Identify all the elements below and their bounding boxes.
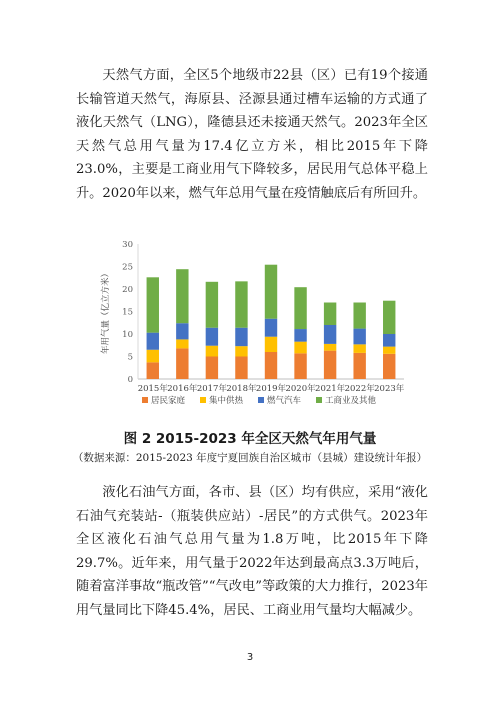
bar-segment [383, 347, 395, 354]
x-tick-label: 2015年 [137, 384, 168, 394]
x-tick-label: 2021年 [315, 384, 346, 394]
bar-segment [294, 329, 306, 342]
y-tick-label: 30 [122, 240, 133, 250]
x-tick-label: 2017年 [196, 384, 227, 394]
bar-segment [206, 346, 218, 357]
y-tick-label: 10 [122, 330, 133, 340]
bar-segment [353, 344, 365, 353]
legend-swatch [258, 397, 264, 403]
x-tick-label: 2016年 [167, 384, 198, 394]
bar-segment [235, 328, 247, 346]
bar-segment [353, 353, 365, 379]
x-tick-label: 2020年 [285, 384, 316, 394]
annual-gas-consumption-chart [96, 234, 412, 420]
legend-label: 燃气汽车 [267, 396, 302, 406]
bar-segment [206, 357, 218, 380]
bar-segment [294, 342, 306, 354]
legend-swatch [316, 397, 322, 403]
legend-swatch [142, 397, 148, 403]
bar-segment [265, 337, 277, 352]
x-tick-label: 2022年 [344, 384, 375, 394]
y-axis-title: 年用气量（亿立方米） [101, 268, 111, 355]
bar-segment [176, 339, 188, 348]
bar-segment [353, 329, 365, 345]
y-tick-label: 25 [122, 262, 133, 273]
bar-segment [324, 303, 336, 326]
x-tick-label: 2018年 [226, 384, 257, 394]
x-tick-label: 2019年 [255, 384, 287, 394]
bar-segment [265, 265, 277, 319]
bar-segment [206, 282, 218, 328]
bar-segment [176, 269, 188, 323]
y-tick-label: 20 [122, 285, 133, 295]
bar-segment [206, 328, 218, 346]
bar-segment [324, 344, 336, 351]
bar-segment [235, 346, 247, 356]
paragraph-natural-gas [76, 64, 428, 206]
figure-title: 图 2 2015-2023 年全区天然气年用气量 [123, 431, 377, 447]
y-tick-label: 5 [127, 352, 133, 363]
y-tick-label: 15 [122, 307, 133, 318]
bar-segment [176, 348, 188, 379]
bar-segment [235, 357, 247, 380]
bar-segment [294, 353, 306, 379]
paragraph-text: 天然气方面，全区5个地级市22县（区）已有19个接通长输管道天然气，海原县、泾源县通过槽车运输的方式通了液化天然气（LNG），隆德县还未接通天然气。2023年全区天然气总用气量为17.4亿立方米，相比2015年下降23.0%，主要是工商业用气下降较多，居民用气总体平稳上升。2020年以来，燃气年总用气量在疫情触底后有所回升。 [76, 68, 428, 201]
page-number: 3 [246, 652, 254, 663]
bar-segment [383, 301, 395, 334]
x-tick-label: 2023年 [374, 384, 405, 394]
bar-segment [294, 287, 306, 329]
paragraph-text: 液化石油气方面，各市、县（区）均有供应，采用“液化石油气充装站-（瓶装供应站）-居民”的方式供气。2023年全区液化石油气总用气量为1.8万吨，比2015年下降29.7%。近年来，用气量于2022年达到最高点3.3万吨后，随着富洋事故“瓶改管”“气改电”等政策的大力推行，2023年用气量同比下降45.4%，居民、工商业用气量均大幅减少。 [76, 485, 428, 618]
bar-segment [383, 334, 395, 347]
bar-segment [383, 354, 395, 379]
figure-source: （数据来源：2015-2023 年度宁夏回族自治区城市（县城）建设统计年报） [72, 452, 428, 464]
legend-label: 居民家庭 [151, 396, 186, 406]
bar-segment [147, 333, 159, 350]
bar-segment [265, 352, 277, 379]
bar-segment [235, 281, 247, 327]
legend-label: 工商业及其他 [325, 396, 377, 406]
bar-segment [147, 362, 159, 379]
bar-segment [324, 351, 336, 379]
paragraph-lpg [76, 481, 428, 623]
bar-segment [147, 277, 159, 332]
bar-segment [176, 323, 188, 339]
bar-segment [265, 319, 277, 337]
bar-segment [324, 325, 336, 344]
y-tick-label: 0 [127, 375, 133, 385]
bar-segment [353, 303, 365, 329]
legend-label: 集中供热 [209, 396, 244, 406]
bar-segment [147, 350, 159, 363]
legend-swatch [200, 397, 206, 403]
